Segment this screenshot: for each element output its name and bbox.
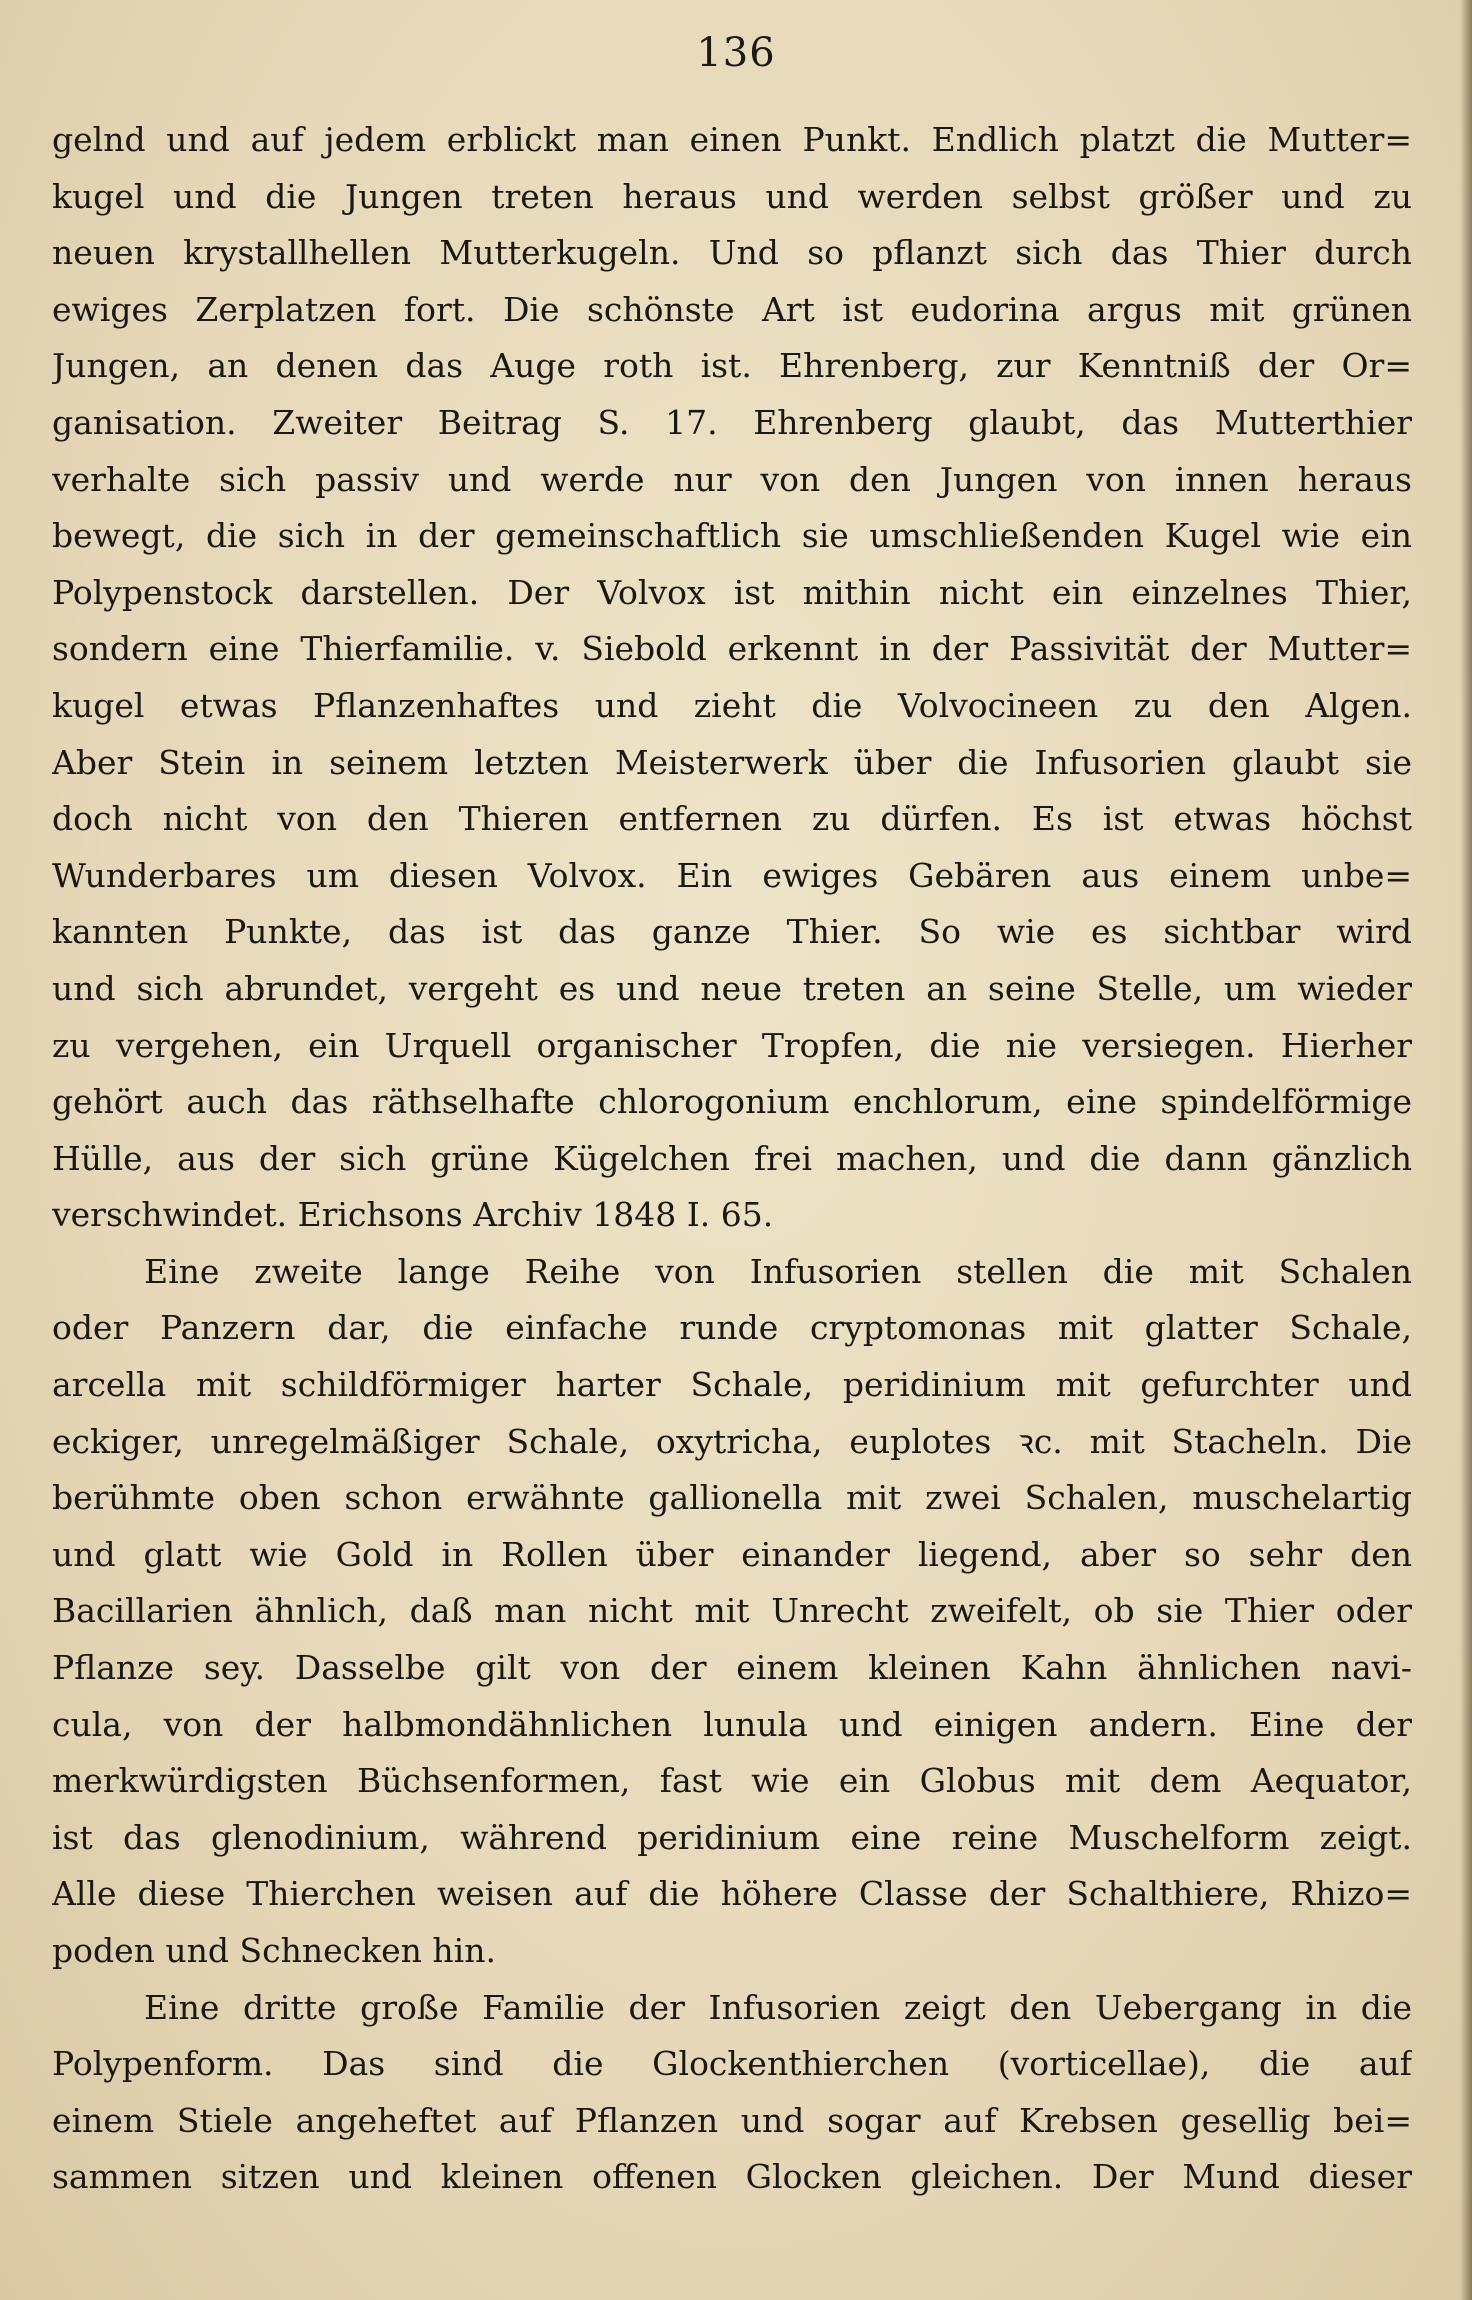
text-line: ist das glenodinium, während peridinium eine reine Muschelform zeigt. <box>52 1817 1412 1857</box>
text-line: poden und Schnecken hin. <box>52 1931 496 1970</box>
text-line: Aber Stein in seinem letzten Meisterwerk über die Infusorien glaubt sie <box>52 742 1412 782</box>
text-line: Alle diese Thierchen weisen auf die höhere Classe der Schalthiere, Rhizo= <box>52 1874 1412 1914</box>
text-line: Eine zweite lange Reihe von Infusorien stellen die mit Schalen <box>144 1251 1412 1291</box>
text-line: gelnd und auf jedem erblickt man einen Punkt. Endlich platzt die Mutter= <box>52 120 1412 159</box>
text-line: kugel etwas Pflanzenhaftes und zieht die Volvocineen zu den Algen. <box>52 685 1412 725</box>
text-line: Wunderbares um diesen Volvox. Ein ewiges Gebären aus einem unbe= <box>52 855 1412 895</box>
text-line: Eine dritte große Familie der Infusorien zeigt den Uebergang in die <box>144 1987 1412 2027</box>
text-line: ewiges Zerplatzen fort. Die schönste Art ist eudorina argus mit grünen <box>52 289 1412 329</box>
text-line: kannten Punkte, das ist das ganze Thier. So wie es sichtbar wird <box>52 912 1412 952</box>
text-line: eckiger, unregelmäßiger Schale, oxytricha, euplotes ꝛc. mit Stacheln. Die <box>52 1421 1412 1461</box>
text-line: merkwürdigsten Büchsenformen, fast wie ein Globus mit dem Aequator, <box>52 1761 1412 1801</box>
text-line: und sich abrundet, vergeht es und neue treten an seine Stelle, um wieder <box>52 968 1412 1008</box>
text-line: verschwindet. Erichsons Archiv 1848 I. 65. <box>52 1195 774 1235</box>
text-line: einem Stiele angeheftet auf Pflanzen und sogar auf Krebsen gesellig bei= <box>52 2100 1412 2140</box>
text-line: berühmte oben schon erwähnte gallionella mit zwei Schalen, muschelartig <box>52 1478 1412 1518</box>
text-line: Polypenstock darstellen. Der Volvox ist mithin nicht ein einzelnes Thier, <box>52 572 1412 612</box>
text-line: neuen krystallhellen Mutterkugeln. Und so pflanzt sich das Thier durch <box>52 233 1412 273</box>
text-line: bewegt, die sich in der gemeinschaftlich sie umschließenden Kugel wie ein <box>52 516 1412 556</box>
text-line: Pflanze sey. Dasselbe gilt von der einem kleinen Kahn ähnlichen navi- <box>52 1648 1412 1688</box>
text-line: Polypenform. Das sind die Glockenthierchen (vorticellae), die auf <box>52 2044 1412 2084</box>
body-text <box>52 112 1412 2206</box>
text-line: doch nicht von den Thieren entfernen zu dürfen. Es ist etwas höchst <box>52 799 1412 839</box>
text-line: verhalte sich passiv und werde nur von den Jungen von innen heraus <box>52 459 1412 499</box>
text-line: ganisation. Zweiter Beitrag S. 17. Ehrenberg glaubt, das Mutterthier <box>52 402 1412 442</box>
page-number: 136 <box>696 30 776 76</box>
text-line: sondern eine Thierfamilie. v. Siebold erkennt in der Passivität der Mutter= <box>52 629 1412 669</box>
text-line: Jungen, an denen das Auge roth ist. Ehrenberg, zur Kenntniß der Or= <box>52 346 1412 386</box>
text-line: kugel und die Jungen treten heraus und werden selbst größer und zu <box>52 176 1412 216</box>
text-line: cula, von der halbmondähnlichen lunula und einigen andern. Eine der <box>52 1704 1412 1744</box>
text-line: oder Panzern dar, die einfache runde cryptomonas mit glatter Schale, <box>52 1308 1412 1348</box>
text-line: Hülle, aus der sich grüne Kügelchen frei machen, und die dann gänzlich <box>52 1138 1412 1178</box>
text-line: und glatt wie Gold in Rollen über einander liegend, aber so sehr den <box>52 1534 1412 1574</box>
text-line: zu vergehen, ein Urquell organischer Tropfen, die nie versiegen. Hierher <box>52 1025 1412 1065</box>
text-line: arcella mit schildförmiger harter Schale, peridinium mit gefurchter und <box>52 1365 1412 1405</box>
text-line: Bacillarien ähnlich, daß man nicht mit Unrecht zweifelt, ob sie Thier oder <box>52 1591 1412 1631</box>
text-line: gehört auch das räthselhafte chlorogonium enchlorum, eine spindelförmige <box>52 1082 1412 1122</box>
text-line: sammen sitzen und kleinen offenen Glocken gleichen. Der Mund dieser <box>52 2157 1412 2197</box>
